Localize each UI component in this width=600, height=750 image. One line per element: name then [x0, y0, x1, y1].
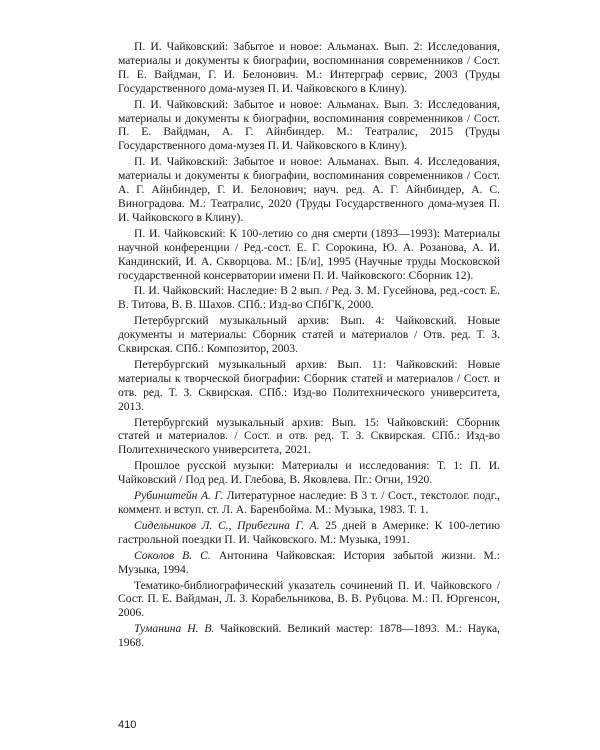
entry-text: П. И. Чайковский: Забытое и новое: Альманах. Вып. 2: Исследования, материалы и документы к биографии, воспоминания современников / Сост. П. Е. Вайдман, Г. И. Белонович. М.: Интерграф сервис, 2003 (Труды Государственного дома-музея П. И. Чайковского в Клину).: [118, 40, 500, 95]
bibliography-entry-1: [118, 40, 500, 96]
entry-author: Соколов В. С.: [134, 548, 211, 562]
bibliography-entry-10: [118, 489, 500, 517]
entry-text: Петербургский музыкальный архив: Вып. 4: Чайковский. Новые документы и материалы: Сборник статей и материалов / Отв. ред. Т. З. Сквирская. СПб.: Композитор, 2003.: [118, 314, 500, 356]
bibliography-entry-13: [118, 579, 500, 621]
page-number: 410: [118, 719, 137, 731]
entry-text: Тематико-библиографический указатель сочинений П. И. Чайковского / Сост. П. Е. Вайдман, Л. З. Корабельникова, В. В. Рубцова. М.: П. Юргенсон, 2006.: [118, 578, 500, 620]
entry-author: Сидельников Л. С., Прибегина Г. А.: [134, 518, 320, 532]
entry-text: П. И. Чайковский: К 100-летию со дня смерти (1893—1993): Материалы научной конференции / Ред.-сост. Е. Г. Сорокина, Ю. А. Розанова, А. И. Кандинский, И. А. Скворцова. М.: [Б/и], 1995 (Научные труды Московской государственной консерватории имени П. И. Чайковского: Сборник 12).: [118, 226, 500, 282]
bibliography-entry-14: [118, 622, 500, 650]
entry-author: Туманина Н. В.: [134, 622, 215, 636]
bibliography-list: [118, 40, 500, 652]
entry-text: 25 дней в Америке: К 100-летию гастрольной поездки П. И. Чайковского. М.: Музыка, 1991.: [118, 518, 500, 546]
bibliography-entry-5: [118, 284, 500, 312]
entry-text: Литературное наследие: В 3 т. / Сост., текстолог. подг., коммент. и вступ. ст. Л. А. Баренбойма. М.: Музыка, 1983. Т. 1.: [118, 489, 501, 516]
bibliography-entry-8: [118, 416, 500, 458]
bibliography-entry-11: [118, 519, 500, 547]
entry-text: П. И. Чайковский: Наследие: В 2 вып. / Ред. З. М. Гусейнова, ред.-сост. Е. В. Титова, В. В. Шахов. СПб.: Изд-во СПбГК, 2000.: [118, 284, 500, 312]
bibliography-entry-4: [118, 227, 500, 283]
entry-text: Петербургский музыкальный архив: Вып. 15: Чайковский: Сборник статей и материалов. / Сост. и отв. ред. Т. З. Сквирская. СПб.: Изд-во Политехнического университета, 2021.: [118, 415, 500, 457]
entry-text: П. И. Чайковский: Забытое и новое: Альманах. Вып. 4. Исследования, материалы и документы к биографии, воспоминания современников / Сост. А. Г. Айнбиндер, Г. И. Белонович; науч. ред. А. Г. Айнбиндер, А. С. Виноградова. М.: Театралис, 2020 (Труды Государственного дома-музея П. И. Чайковского в Клину).: [118, 155, 500, 224]
bibliography-entry-2: [118, 98, 500, 154]
entry-text: П. И. Чайковский: Забытое и новое: Альманах. Вып. 3: Исследования, материалы и документы к биографии, воспоминания современников / Сост. П. Е. Вайдман, А. Г. Айнбиндер. М.: Театралис, 2015 (Труды Государственного дома-музея П. И. Чайковского в Клину).: [118, 97, 500, 153]
entry-text: Петербургский музыкальный архив: Вып. 11: Чайковский: Новые материалы к творческой биографии: Сборник статей и материалов / Сост. и отв. ред. Т. З. Сквирская. СПб.: Изд-во Политехнического университета, 2013.: [118, 357, 500, 413]
bibliography-entry-7: [118, 358, 500, 414]
entry-text: Прошлое русской музыки: Материалы и исследования: Т. 1: П. И. Чайковский / Под ред. И. Глебова, В. Яковлева. Пг.: Огни, 1920.: [118, 459, 500, 487]
bibliography-entry-12: [118, 549, 500, 577]
entry-author: Рубинштейн А. Г.: [134, 489, 224, 503]
bibliography-entry-9: [118, 459, 500, 487]
entry-text: Антонина Чайковская: История забытой жизни. М.: Музыка, 1994.: [118, 548, 500, 576]
bibliography-entry-6: [118, 314, 500, 356]
entry-text: Чайковский. Великий мастер: 1878—1893. М.: Наука, 1968.: [118, 622, 500, 650]
bibliography-entry-3: [118, 155, 500, 225]
